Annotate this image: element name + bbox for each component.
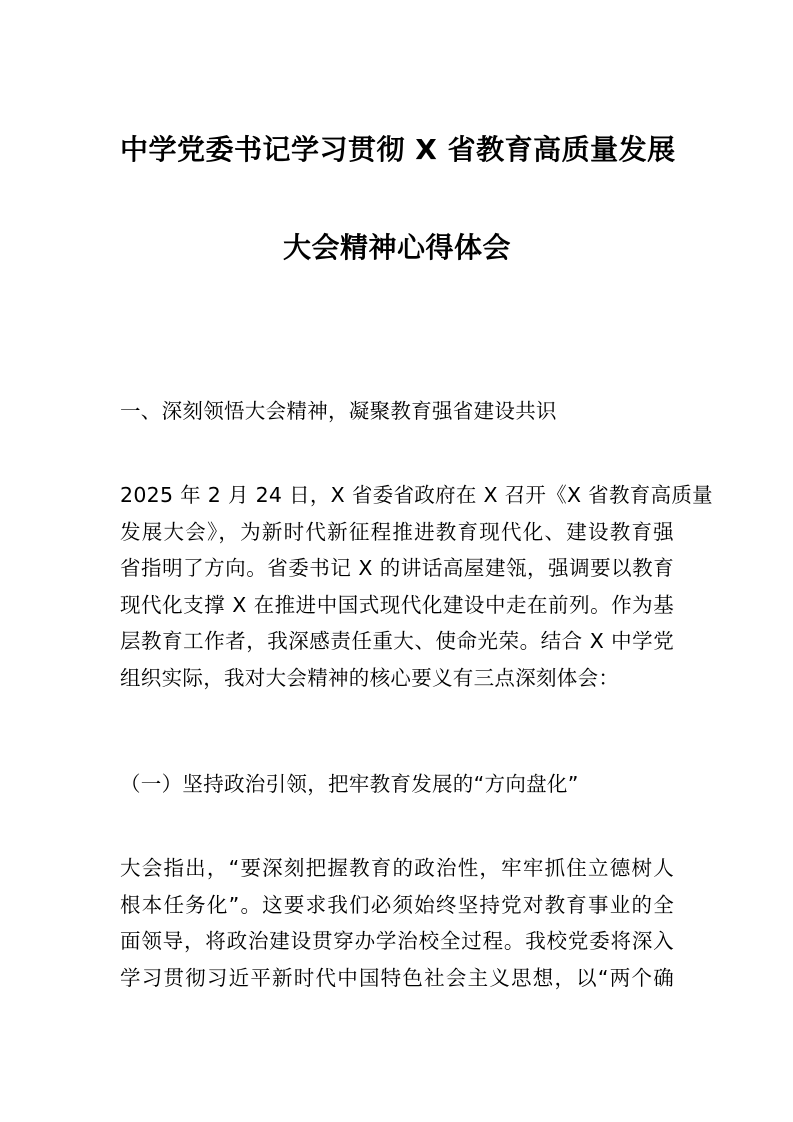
section-heading-1	[120, 393, 674, 430]
paragraph-2	[120, 850, 674, 996]
document-title-line-1: 中学党委书记学习贯彻 X 省教育高质量发展	[120, 133, 676, 166]
paragraph-line: 现代化支撑 X 在推进中国式现代化建设中走在前列。作为基	[120, 592, 674, 617]
paragraph-line: 2025 年 2 月 24 日，X 省委省政府在 X 召开《X 省教育高质量	[120, 483, 713, 507]
paragraph-line: 根本任务化”。这要求我们必须始终坚持党对教育事业的全	[120, 892, 674, 917]
paragraph-line: 省指明了方向。省委书记 X 的讲话高屋建瓴，强调要以教育	[120, 556, 674, 580]
paragraph-line: 学习贯彻习近平新时代中国特色社会主义思想，以“两个确	[120, 965, 674, 990]
subsection-heading-text: （一）坚持政治引领，把牢教育发展的“方向盘化”	[120, 772, 579, 796]
paragraph-line: 面领导，将政治建设贯穿办学治校全过程。我校党委将深入	[120, 929, 674, 953]
section-heading-text: 一、深刻领悟大会精神，凝聚教育强省建设共识	[120, 399, 557, 423]
paragraph-line: 层教育工作者，我深感责任重大、使命光荣。结合 X 中学党	[120, 629, 674, 653]
paragraph-line: 大会指出，“要深刻把握教育的政治性，牢牢抓住立德树人	[120, 856, 674, 880]
document-title-line-2: 大会精神心得体会	[282, 231, 511, 264]
paragraph-1	[120, 477, 713, 696]
subsection-heading-1	[120, 766, 674, 803]
paragraph-line: 发展大会》，为新时代新征程推进教育现代化、建设教育强	[120, 519, 674, 544]
paragraph-line: 组织实际，我对大会精神的核心要义有三点深刻体会：	[120, 665, 620, 690]
